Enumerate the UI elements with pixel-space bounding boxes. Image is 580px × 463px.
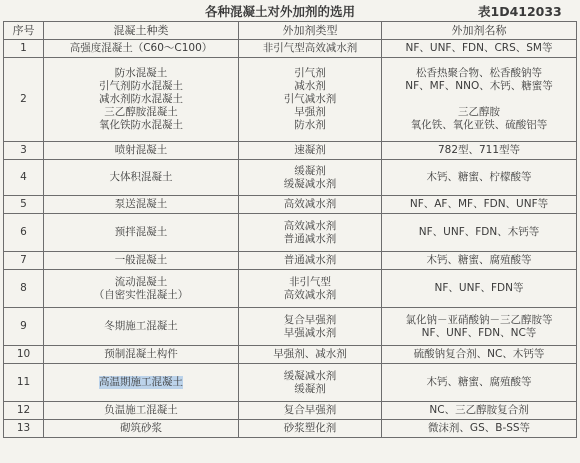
row-number-cell: 3 — [4, 142, 44, 160]
table-title: 各种混凝土对外加剂的选用 — [205, 4, 356, 19]
table-body — [4, 22, 577, 438]
admixture-category-cell-line: 速凝剂 — [294, 144, 326, 156]
admixture-category-cell — [239, 402, 382, 420]
admixture-category-cell-line: 早强减水剂 — [283, 326, 337, 339]
admixture-category-cell-line: 普通减水剂 — [283, 254, 337, 266]
admixture-category-cell — [239, 308, 382, 346]
concrete-type-cell-line: 负温施工混凝土 — [104, 404, 178, 416]
admixture-name-cell — [382, 214, 577, 252]
concrete-type-cell — [44, 214, 239, 252]
admixture-category-cell — [239, 346, 382, 364]
admixture-name-cell-line: NF、AF、MF、FDN、UNF等 — [409, 198, 549, 210]
admixture-category-cell-line: 缓凝剂 — [294, 382, 326, 395]
table-number: 表1D412033 — [478, 4, 562, 19]
admixture-category-cell-line: 高效减水剂 — [283, 219, 337, 232]
header-cell-num: 序号 — [4, 22, 44, 40]
concrete-type-cell-line: 冬期施工混凝土 — [104, 320, 178, 332]
concrete-type-cell-line: （自密实性混凝土） — [93, 288, 189, 301]
concrete-type-cell-line: 大体积混凝土 — [109, 171, 173, 183]
admixture-name-cell-line: NF、UNF、FDN、NC等 — [421, 326, 537, 339]
admixture-name-cell — [382, 142, 577, 160]
admixture-name-cell-line: NF、MF、NNO、木钙、糖蜜等 — [405, 80, 553, 92]
concrete-type-cell — [44, 40, 239, 58]
concrete-type-cell-line: 流动混凝土 — [114, 275, 168, 288]
row-number-cell: 2 — [4, 58, 44, 142]
admixture-category-cell-line: 砂浆塑化剂 — [283, 422, 337, 434]
admixture-category-cell-line: 缓凝减水剂 — [283, 369, 337, 382]
row-number-cell: 12 — [4, 402, 44, 420]
header-cell-name: 外加剂名称 — [382, 22, 577, 40]
table-row — [4, 364, 577, 402]
table-row — [4, 214, 577, 252]
admixture-name-cell-line: NF、UNF、FDN、木钙等 — [418, 226, 540, 238]
admixture-category-cell-line: 早强剂 — [294, 106, 326, 118]
concrete-type-cell — [44, 58, 239, 142]
admixture-category-cell — [239, 196, 382, 214]
concrete-type-cell — [44, 420, 239, 438]
concrete-type-cell — [44, 196, 239, 214]
row-number-cell: 10 — [4, 346, 44, 364]
table-row — [4, 270, 577, 308]
admixture-category-cell-line: 高效减水剂 — [283, 198, 337, 210]
table-row — [4, 196, 577, 214]
concrete-type-cell-line: 砌筑砂浆 — [120, 422, 162, 434]
admixture-name-cell — [382, 196, 577, 214]
admixture-name-cell-line: 氯化钠－亚硝酸钠－三乙醇胺等 — [405, 313, 553, 326]
concrete-type-cell — [44, 160, 239, 196]
admixture-name-cell — [382, 270, 577, 308]
table-row — [4, 420, 577, 438]
admixture-category-cell-line: 减水剂 — [294, 80, 326, 92]
admixture-name-cell-line: 硫酸钠复合剂、NC、木钙等 — [413, 348, 545, 360]
admixture-category-cell-line: 复合早强剂 — [283, 313, 337, 326]
row-number-cell: 6 — [4, 214, 44, 252]
admixture-name-cell — [382, 402, 577, 420]
admixture-name-cell — [382, 308, 577, 346]
concrete-type-cell-line: 氧化铁防水混凝土 — [99, 119, 183, 131]
concrete-type-cell — [44, 308, 239, 346]
concrete-type-cell-line: 三乙醇胺混凝土 — [104, 106, 178, 118]
concrete-type-cell — [44, 270, 239, 308]
admixture-name-cell — [382, 160, 577, 196]
concrete-type-cell-line: 减水剂防水混凝土 — [99, 93, 183, 105]
table-row — [4, 160, 577, 196]
table-row — [4, 142, 577, 160]
row-number-cell: 1 — [4, 40, 44, 58]
concrete-type-cell-line: 一般混凝土 — [114, 254, 168, 266]
table-row — [4, 308, 577, 346]
admixture-name-cell-line: 782型、711型等 — [437, 144, 521, 156]
admixture-category-cell-line: 复合早强剂 — [283, 404, 337, 416]
concrete-type-cell-line: 预制混凝土构件 — [104, 348, 178, 360]
concrete-type-cell — [44, 346, 239, 364]
admixture-name-cell — [382, 346, 577, 364]
admixture-name-cell — [382, 58, 577, 142]
admixture-category-cell — [239, 58, 382, 142]
admixture-category-cell-line: 非引气型高效减水剂 — [262, 42, 358, 54]
admixture-category-cell-line: 早强剂、减水剂 — [273, 348, 347, 360]
admixture-name-cell-line: 微沫剂、GS、B-SS等 — [427, 422, 531, 434]
admixture-name-cell — [382, 40, 577, 58]
table-row — [4, 58, 577, 142]
admixture-name-cell — [382, 364, 577, 402]
admixture-name-cell-line: NF、UNF、FDN、CRS、SM等 — [405, 42, 553, 54]
admixture-name-cell-line: NF、UNF、FDN等 — [434, 282, 524, 294]
table-header-row — [4, 22, 577, 40]
admixture-category-cell — [239, 160, 382, 196]
row-number-cell: 9 — [4, 308, 44, 346]
row-number-cell: 5 — [4, 196, 44, 214]
header-cell-category: 外加剂类型 — [239, 22, 382, 40]
row-number-cell: 13 — [4, 420, 44, 438]
table-row — [4, 252, 577, 270]
concrete-type-cell-line: 高温期施工混凝土 — [99, 376, 183, 388]
admixture-category-cell-line: 非引气型 — [289, 275, 331, 288]
admixture-category-cell-line: 引气剂 — [294, 67, 326, 79]
admixture-category-cell — [239, 252, 382, 270]
concrete-type-cell — [44, 142, 239, 160]
admixture-name-cell-line: 木钙、糖蜜、腐殖酸等 — [426, 376, 532, 388]
admixture-name-cell-line — [384, 93, 574, 106]
table-row — [4, 40, 577, 58]
admixture-name-cell — [382, 252, 577, 270]
admixture-category-cell-line: 普通减水剂 — [283, 232, 337, 245]
admixture-category-cell — [239, 420, 382, 438]
admixture-category-cell-line: 缓凝剂 — [294, 164, 326, 177]
admixture-category-cell — [239, 214, 382, 252]
table-row — [4, 402, 577, 420]
admixture-selection-table — [3, 21, 577, 438]
admixture-name-cell-line: 木钙、糖蜜、柠檬酸等 — [426, 171, 532, 183]
admixture-category-cell-line: 防水剂 — [294, 119, 326, 131]
admixture-name-cell-line: 木钙、糖蜜、腐殖酸等 — [426, 254, 532, 266]
concrete-type-cell — [44, 252, 239, 270]
row-number-cell: 11 — [4, 364, 44, 402]
concrete-type-cell-line: 泵送混凝土 — [114, 198, 168, 210]
admixture-name-cell-line: 氧化铁、氧化亚铁、硫酸铝等 — [410, 119, 548, 131]
admixture-name-cell-line: 三乙醇胺 — [458, 106, 500, 118]
admixture-name-cell-line: 松香热聚合物、松香酸钠等 — [416, 67, 542, 79]
admixture-category-cell — [239, 40, 382, 58]
admixture-name-cell — [382, 420, 577, 438]
concrete-type-cell-line: 高强度混凝土（C60～C100） — [69, 42, 213, 54]
admixture-category-cell-line: 高效减水剂 — [283, 288, 337, 301]
admixture-category-cell — [239, 142, 382, 160]
row-number-cell: 8 — [4, 270, 44, 308]
row-number-cell: 4 — [4, 160, 44, 196]
concrete-type-cell-line: 喷射混凝土 — [114, 144, 168, 156]
admixture-category-cell-line: 缓凝减水剂 — [283, 177, 337, 190]
admixture-category-cell — [239, 270, 382, 308]
concrete-type-cell-line: 防水混凝土 — [114, 67, 168, 79]
concrete-type-cell-line: 引气剂防水混凝土 — [99, 80, 183, 92]
table-row — [4, 346, 577, 364]
table-caption — [0, 2, 580, 20]
concrete-type-cell — [44, 402, 239, 420]
admixture-category-cell — [239, 364, 382, 402]
concrete-type-cell — [44, 364, 239, 402]
header-cell-type: 混凝土种类 — [44, 22, 239, 40]
row-number-cell: 7 — [4, 252, 44, 270]
admixture-name-cell-line: NC、三乙醇胺复合剂 — [429, 404, 529, 416]
admixture-category-cell-line: 引气减水剂 — [283, 93, 337, 105]
concrete-type-cell-line: 预拌混凝土 — [114, 226, 168, 238]
